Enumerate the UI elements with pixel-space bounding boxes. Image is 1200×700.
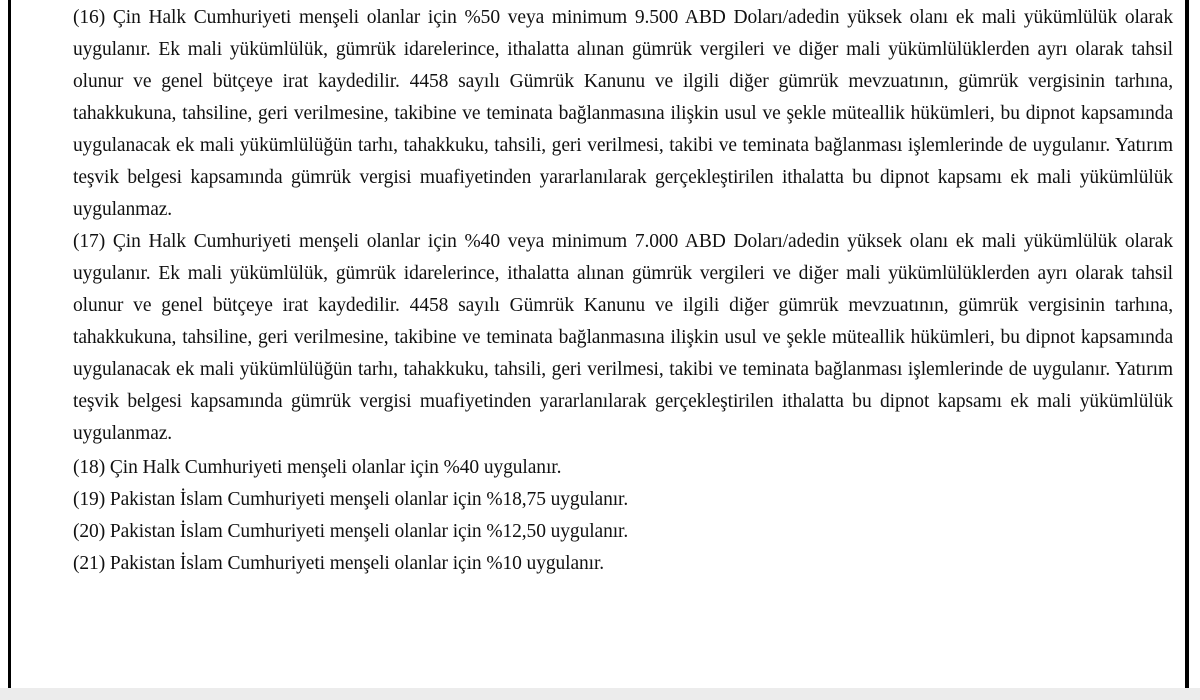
page-left-edge (8, 0, 11, 700)
page-bottom-margin (0, 688, 1200, 700)
footnote-18: (18) Çin Halk Cumhuriyeti menşeli olanlar için %40 uygulanır. (73, 457, 562, 478)
footnote-19: (19) Pakistan İslam Cumhuriyeti menşeli olanlar için %18,75 uygulanır. (73, 489, 629, 510)
footnote-17: (17) Çin Halk Cumhuriyeti menşeli olanlar için %40 veya minimum 7.000 ABD Doları/adedin yüksek olanı ek mali yükümlülük olarak uygulanır. Ek mali yükümlülük, gümrük idarelerince, ithalatta alınan gümrük vergileri ve diğer mali yükümlülüklerden ayrı olarak tahsil olunur ve genel bütçeye irat kaydedilir. 4458 sayılı Gümrük Kanunu ve ilgili diğer gümrük mevzuatının, gümrük vergisinin tarhına, tahakkukuna, tahsiline, geri verilmesine, takibine ve teminata bağlanmasına ilişkin usul ve şekle müteallik hükümleri, bu dipnot kapsamında uygulanacak ek mali yükümlülüğün tarhı, tahakkuku, tahsili, geri verilmesi, takibi ve teminata bağlanması işlemlerinde de uygulanır. Yatırım teşvik belgesi kapsamında gümrük vergisi muafiyetinden yararlanılarak gerçekleştirilen ithalatta bu dipnot kapsamı ek mali yükümlülük uygulanmaz. (73, 231, 1173, 444)
page-right-edge (1185, 0, 1189, 700)
footnote-20: (20) Pakistan İslam Cumhuriyeti menşeli olanlar için %12,50 uygulanır. (73, 521, 629, 542)
footnote-21: (21) Pakistan İslam Cumhuriyeti menşeli olanlar için %10 uygulanır. (73, 553, 605, 574)
footnote-16: (16) Çin Halk Cumhuriyeti menşeli olanlar için %50 veya minimum 9.500 ABD Doları/adedin yüksek olanı ek mali yükümlülük olarak uygulanır. Ek mali yükümlülük, gümrük idarelerince, ithalatta alınan gümrük vergileri ve diğer mali yükümlülüklerden ayrı olarak tahsil olunur ve genel bütçeye irat kaydedilir. 4458 sayılı Gümrük Kanunu ve ilgili diğer gümrük mevzuatının, gümrük vergisinin tarhına, tahakkukuna, tahsiline, geri verilmesine, takibine ve teminata bağlanmasına ilişkin usul ve şekle müteallik hükümleri, bu dipnot kapsamında uygulanacak ek mali yükümlülüğün tarhı, tahakkuku, tahsili, geri verilmesi, takibi ve teminata bağlanması işlemlerinde de uygulanır. Yatırım teşvik belgesi kapsamında gümrük vergisi muafiyetinden yararlanılarak gerçekleştirilen ithalatta bu dipnot kapsamı ek mali yükümlülük uygulanmaz. (73, 7, 1173, 220)
footnote-text-block (73, 2, 1173, 580)
